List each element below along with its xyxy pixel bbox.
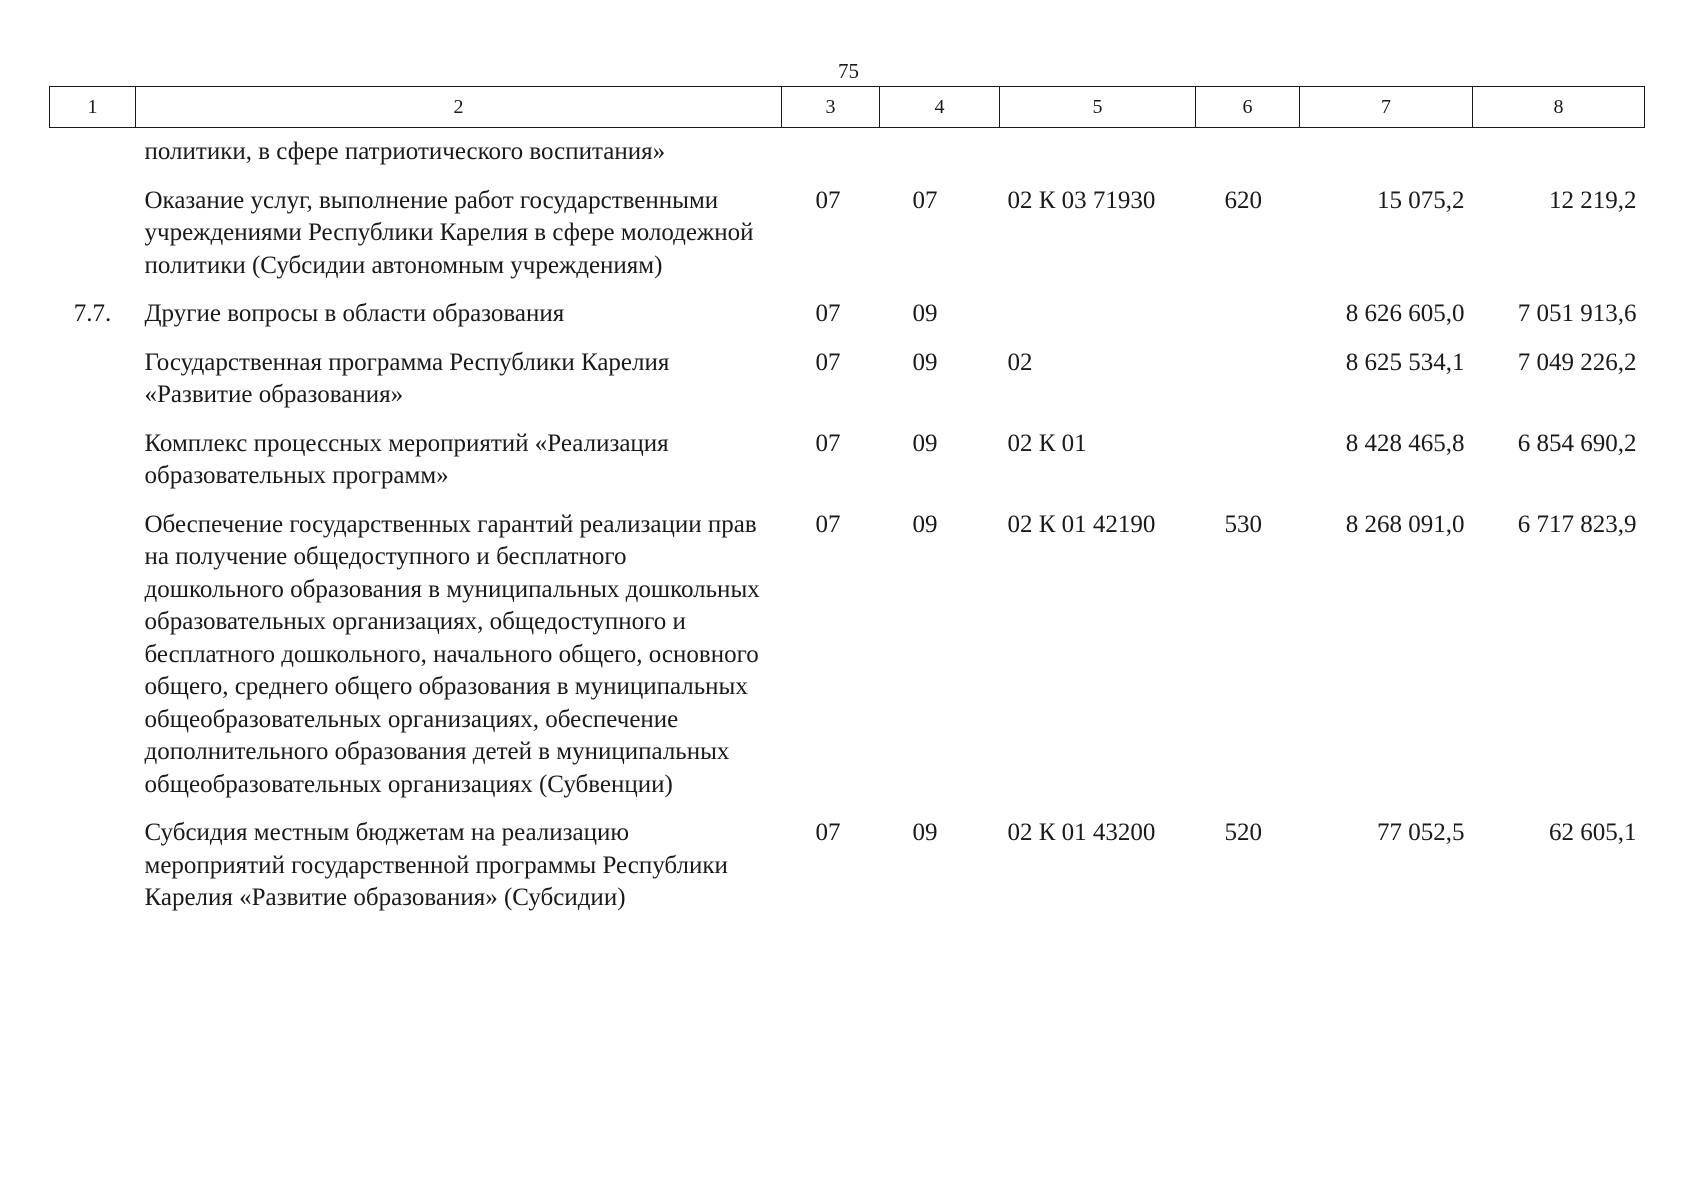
- row-section: 07: [815, 510, 841, 538]
- row-subsection: 09: [912, 819, 938, 846]
- header-cell-2: 2: [136, 87, 782, 128]
- row-amount-1: 8 428 465,8: [1345, 429, 1465, 457]
- row-section: 07: [815, 429, 841, 457]
- row-number: 7.7.: [73, 300, 112, 327]
- row-number: [50, 817, 136, 931]
- table-row: [50, 298, 1645, 347]
- table-row: [50, 128, 1645, 185]
- row-expense-type: [1196, 128, 1300, 185]
- table-row: [50, 817, 1645, 931]
- row-target-code: 02 К 01: [1007, 429, 1087, 457]
- header-cell-8: 8: [1473, 87, 1645, 128]
- table-row: [50, 428, 1645, 509]
- header-row: [50, 87, 1645, 128]
- budget-table: [49, 86, 1645, 931]
- row-number: [50, 128, 136, 185]
- row-target-code: [1000, 128, 1196, 185]
- table-row: [50, 185, 1645, 299]
- row-name: Субсидия местным бюджетам на реализацию мероприятий государственной программы Республики Карелия «Развитие образования» (Субсидии): [144, 819, 728, 911]
- table-body: [50, 128, 1645, 931]
- header-cell-5: 5: [1000, 87, 1196, 128]
- row-target-code: 02 К 01 43200: [1007, 819, 1156, 846]
- row-subsection: 07: [912, 186, 938, 214]
- header-cell-4: 4: [880, 87, 1000, 128]
- row-amount-1: 8 268 091,0: [1345, 510, 1465, 538]
- row-name: политики, в сфере патриотического воспитания»: [144, 138, 666, 165]
- header-cell-3: 3: [782, 87, 880, 128]
- page-number: 75: [838, 59, 859, 83]
- row-amount-2: 12 219,2: [1549, 186, 1637, 214]
- row-amount-2: 6 717 823,9: [1517, 510, 1637, 538]
- row-subsection: [880, 128, 1000, 185]
- row-target-code: [1000, 298, 1196, 347]
- row-name: Комплекс процессных мероприятий «Реализация образовательных программ»: [144, 429, 669, 489]
- row-amount-2: 6 854 690,2: [1517, 429, 1637, 457]
- row-amount-2: 7 049 226,2: [1517, 348, 1637, 376]
- row-subsection: 09: [912, 429, 938, 457]
- row-subsection: 09: [912, 300, 938, 327]
- row-expense-type: 530: [1224, 510, 1262, 538]
- row-name: Оказание услуг, выполнение работ государственными учреждениями Республики Карелия в сфере молодежной политики (Субсидии автономным учреждениям): [144, 186, 754, 279]
- row-amount-1: 8 625 534,1: [1345, 348, 1465, 376]
- row-section: 07: [815, 819, 841, 846]
- row-expense-type: [1196, 428, 1300, 509]
- row-name: Государственная программа Республики Карелия «Развитие образования»: [144, 348, 670, 408]
- row-number: [50, 185, 136, 299]
- row-amount-1: 8 626 605,0: [1345, 300, 1465, 327]
- row-amount-2: 62 605,1: [1549, 819, 1637, 846]
- row-name: Другие вопросы в области образования: [144, 300, 565, 327]
- row-expense-type: 520: [1224, 819, 1262, 846]
- row-subsection: 09: [912, 348, 938, 376]
- row-section: [782, 128, 880, 185]
- row-amount-2: 7 051 913,6: [1517, 300, 1637, 327]
- table-row: [50, 509, 1645, 818]
- row-amount-1: 15 075,2: [1377, 186, 1465, 214]
- row-amount-1: [1300, 128, 1473, 185]
- header-cell-1: 1: [50, 87, 136, 128]
- header-cell-7: 7: [1300, 87, 1473, 128]
- row-expense-type: 620: [1224, 186, 1262, 214]
- row-name: Обеспечение государственных гарантий реализации прав на получение общедоступного и бесплатного дошкольного образования в муниципальных дошкольных образовательных организациях, общедоступного и бесплатного дошкольного, начального общего, основного общего, среднего общего образования в муниципальных общеобразовательных организациях, обеспечение дополнительного образования детей в муниципальных общеобразовательных организациях (Субвенции): [144, 510, 760, 798]
- row-target-code: 02 К 01 42190: [1007, 510, 1156, 538]
- row-expense-type: [1196, 298, 1300, 347]
- row-target-code: 02 К 03 71930: [1007, 186, 1156, 214]
- row-amount-1: 77 052,5: [1377, 819, 1465, 846]
- header-cell-6: 6: [1196, 87, 1300, 128]
- row-section: 07: [815, 348, 841, 376]
- row-number: [50, 347, 136, 428]
- row-subsection: 09: [912, 510, 938, 538]
- row-amount-2: [1473, 128, 1645, 185]
- row-section: 07: [815, 186, 841, 214]
- row-section: 07: [815, 300, 841, 327]
- row-expense-type: [1196, 347, 1300, 428]
- table-header: [50, 87, 1645, 128]
- row-target-code: 02: [1007, 348, 1033, 376]
- row-number: [50, 509, 136, 818]
- table-row: [50, 347, 1645, 428]
- row-number: [50, 428, 136, 509]
